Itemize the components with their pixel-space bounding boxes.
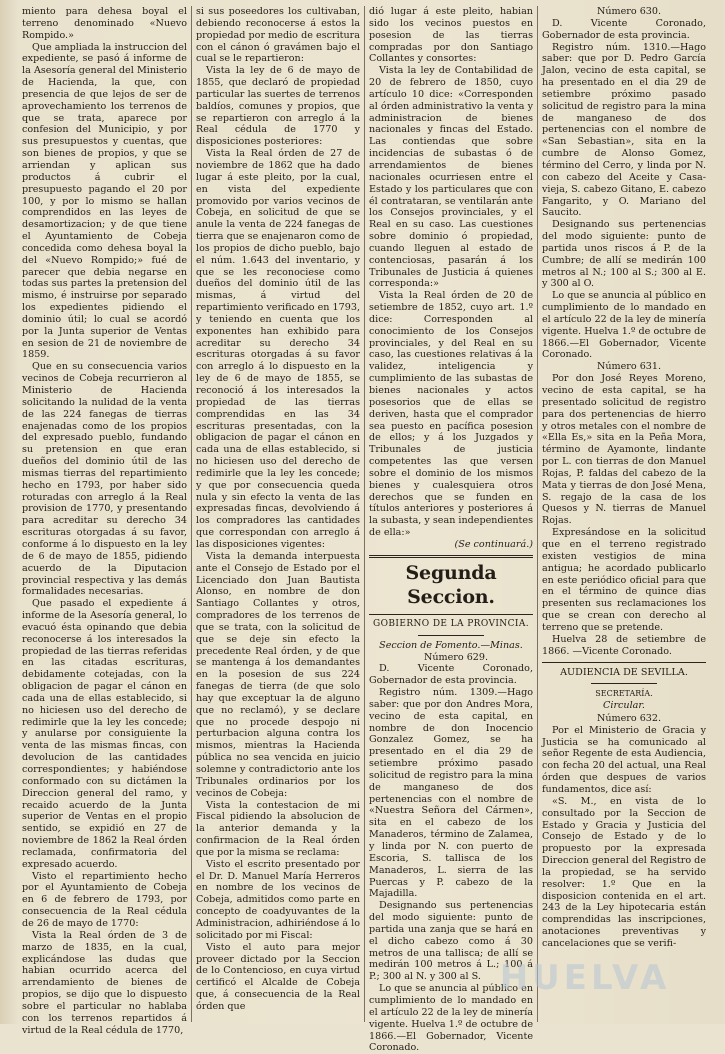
paragraph: Vista la Real órden de 20 de setiembre de 1852, cuyo art. 1.º dice: Corresponden al conocimiento de los Consejos provinciales, y del Real en su caso, las cuestiones relativas á la validez, inteligencia y cumplimiento de las subastas de bienes nacionales y actos posesorios que de ellas se deriven, hasta que el comprador sea puesto en pacífica posesion de ellos; y á los Juzgados y Tribunales de justicia competentes las que versen sobre el dominio de los mismos bienes y cualesquiera otros derechos que se funden en títulos anteriores y posteriores á la subasta, y sean independientes de ella:»: [369, 290, 534, 539]
short-rule: [418, 635, 484, 636]
paragraph: miento para dehesa boyal el terreno denominado «Nuevo Rompido.»: [22, 6, 187, 41]
paragraph: Por don José Reyes Moreno, vecino de esta capital, se ha presentado solicitud de registro para dos pertenencias de hierro y otros metales con el nombre de «Ella Es,» sita en la Peña Mora, término de Ayamonte, lindante por L. con tierras de don Manuel Rojas, P. faldas del cabezo de la Mata y tierras de don José Mena, S. regajo de la casa de los Quesos y N. tierras de Manuel Rojas.: [542, 373, 706, 527]
paragraph: Expresándose en la solicitud que en el terreno registrado existen vestigios de mina antigua; he acordado publicarlo en este periódico oficial para que en el término de quince dias presenten sus reclamaciones los que se crean con derecho al terreno que se pretende.: [542, 527, 706, 633]
rule: [542, 662, 706, 663]
paragraph: dió lugar á este pleito, habian sido los vecinos puestos en posesion de las tierras compradas por don Santiago Collantes y consortes:: [369, 6, 533, 65]
circular-label: Circular.: [603, 700, 645, 712]
notice-number: Número 632.: [596, 712, 662, 724]
paragraph: Vista la Real órden de 3 de marzo de 1835, en la cual, explicándose las dudas que habian ocurrido acerca del arrendamiento de bienes de propios, se dijo que lo dispuesto sobre el particular no hablaba con los terrenos repartidos á virtud de la Real cédula de 1770,: [22, 929, 187, 1036]
notice-number: Número 629.: [423, 651, 489, 663]
paragraph: Que en su consecuencia varios vecinos de Cobeja recurrieron al Ministerio de Hacienda solicitando la nulidad de la venta de las 224 fanegas de tierras enajenadas como de los propios del expresado pueblo, fundando su pretension en que eran dueños del dominio útil de las mismas tierras del repartimiento hecho en 1793, por haber sido roturadas con arreglo á la Real provision de 1770, y presentando para acreditar su derecho 34 escrituras otorgadas á su favor, conforme á lo dispuesto en la ley de 6 de mayo de 1855, pidiendo acuerdo de la Diputacion provincial respectiva y las demás formalidades necesarias.: [22, 361, 187, 598]
paragraph: Que pasado el expediente á informe de la Asesoría general, lo evacuó ésta opinando que debia reconocerse á los interesados la propiedad de las tierras referidas en las citadas escrituras, debidamente cotejadas, con la obligacion de pagar el cánon en cada una de ellas establecido, si no hiciesen uso del derecho de redimirle que la ley les concede; y anularse por consiguiente la venta de las mismas fincas, con devolucion de las cantidades correspondientes; y habiéndose conformado con su dictámen la Direccion general del ramo, y recaido acuerdo de la Junta superior de Ventas en el propio sentido, se expidió en 27 de noviembre de 1862 la Real órden reclamada, confirmatoria del expresado acuerdo.: [22, 598, 187, 870]
section-title: Segunda Seccion.: [405, 561, 497, 608]
paragraph: Registro núm. 1309.—Hago saber: que por don Andres Mora, vecino de esta capital, en nombre de don Inocencio Gonzalez Gomez, se ha presentado en el dia 29 de setiembre próximo pasado solicitud de registro para la mina de manganeso de dos pertenencias con el nombre de «Nuestra Señora del Cármen», sita en el cabezo de los Manaderos, término de Zalamea, y linda por N. con puerto de Escoria, S. tallisca de los Manaderos, L. sierra de las Puercas y P. cabezo de la Majadilla.: [369, 687, 533, 900]
paragraph: Visto el auto para mejor proveer dictado por la Seccion de lo Contencioso, en cuya virtud certificó el Alcalde de Cobeja que, á consecuencia de la Real órden que: [196, 941, 360, 1012]
notice-number: Número 631.: [596, 361, 662, 373]
paragraph: D. Vicente Coronado, Gobernador de esta provincia.: [369, 663, 533, 687]
paragraph: «S. M., en vista de lo consultado por la Seccion de Estado y Gracia y Justicia del Consejo de Estado y de lo propuesto por la expresada Direccion general del Registro de la propiedad, se ha servido resolver: 1.º Que en la disposicion contenida en el art. 243 de la Ley hipotecaria están comprendidas las inscripciones, anotaciones preventivas y cancelaciones que se verifi-: [542, 795, 706, 949]
paragraph: Vista la demanda interpuesta ante el Consejo de Estado por el Licenciado don Juan Bautista Alonso, en nombre de don Santiago Collantes y otros, compradores de los terrenos de que se trata, con la solicitud de que se deje sin efecto la precedente Real órden, y de que se mantenga á los demandantes en la posesion de sus 224 fanegas de tierra (de que solo hay que exceptuar la de alguno que no reclamó), y se declare que no procede despojo ni perturbacion alguna contra los mismos, mientras la Hacienda pública no sea vencida en juicio solemne y contradictorio ante los Tribunales ordinarios por los vecinos de Cobeja:: [196, 550, 360, 799]
column-4: [537, 6, 710, 1022]
paragraph: Huelva 28 de setiembre de 1866. —Vicente Coronado.: [542, 633, 706, 657]
paragraph: Visto el repartimiento hecho por el Ayuntamiento de Cobeja en 6 de febrero de 1793, por consecuencia de la Real cédula de 26 de mayo de 1770:: [22, 870, 187, 929]
paragraph: D. Vicente Coronado, Gobernador de esta provincia.: [542, 17, 706, 41]
column-2: [191, 6, 364, 1022]
paragraph: Designando sus pertenencias del modo siguiente: punto de partida una zanja que se hará en el dicho cabezo como á 30 metros de una tallisca; de allí se medirán 100 metros á L.; 100 á P.; 300 al N. y 300 al S.: [369, 900, 533, 983]
library-watermark: HUELVA: [499, 958, 671, 998]
paragraph: Lo que se anuncia al público en cumplimiento de lo mandado en el artículo 22 de la ley de minería vigente. Huelva 1.º de octubre de 1866.—El Gobernador, Vicente Coronado.: [369, 983, 533, 1054]
paragraph: Vista la ley de Contabilidad de 20 de febrero de 1850, cuyo artículo 10 dice: «Corresponden al órden administrativo la venta y administracion de bienes nacionales y fincas del Estado. Las contiendas que sobre incidencias de subastas ó de arrendamientos de bienes nacionales ocurriesen entre el Estado y los particulares que con él contrataran, se ventilarán ante los Consejos provinciales, y el Real en su caso. Las cuestiones sobre dominio ó propiedad, cuando lleguen al estado de contenciosas, pasarán á los Tribunales de Justicia á quienes corresponda:»: [369, 65, 533, 290]
court-header: AUDIENCIA DE SEVILLA.: [560, 667, 688, 679]
paragraph: Vista la ley de 6 de mayo de 1855, que declaró de propiedad particular las suertes de terrenos baldíos, comunes y propios, que se repartieron con arreglo á la Real cédula de 1770 y disposiciones posteriores:: [196, 65, 360, 148]
short-rule: [591, 683, 657, 684]
paragraph: Vista la Real órden de 27 de noviembre de 1862 que ha dado lugar á este pleito, por la cual, en vista del expediente promovido por varios vecinos de Cobeja, en solicitud de que se anule la venta de 224 fanegas de tierra que se enajenaron como de los propios de dicho pueblo, bajo el núm. 1.643 del inventario, y que se les reconociese como dueños del dominio útil de las mismas, á virtud del repartimiento verificado en 1793, y teniendo en cuenta que los exponentes han exhibido para acreditar su derecho 34 escrituras otorgadas á su favor con arreglo á lo dispuesto en la ley de 6 de mayo de 1855, se reconoció á los interesados la propiedad de las tierras comprendidas en las 34 escrituras presentadas, con la obligacion de pagar el cánon en cada una de ellas establecido, si no hiciesen uso del derecho de redimirle que la ley les concede; y que por consecuencia queda nula y sin efecto la venta de las expresadas fincas, devolviendo á los compradores las cantidades que correspondan con arreglo á las disposiciones vigentes:: [196, 148, 360, 550]
paragraph: Lo que se anuncia al público en cumplimiento de lo mandado en el artículo 22 de la ley de minería vigente. Huelva 1.º de octubre de 1866.—El Gobernador, Vicente Coronado.: [542, 290, 706, 361]
columns: [18, 6, 715, 1054]
double-rule: [369, 555, 533, 558]
paragraph: si sus poseedores los cultivaban, debiendo reconocerse á estos la propiedad por medio de escritura con el cánon ó gravámen bajo el cual se le repartieron:: [196, 6, 360, 65]
paragraph: Que ampliada la instruccion del expediente, se pasó á informe de la Asesoría general del Ministerio de Hacienda, la que, con presencia de que lejos de ser de aprovechamiento los terrenos de que se trata, aparece por confesion del Municipio, y por sus presupuestos y cuentas, que son bienes de propios, y que se arriendan y aplican sus productos á cubrir el presupuesto pagando el 20 por 100, y por lo mismo se hallan comprendidos en las leyes de desamortizacion; y de que tiene el Ayuntamiento de Cobeja concedida como dehesa boyal la del «Nuevo Rompido;» fué de parecer que debia negarse en todas sus partes la pretension del mismo, é instruirse por separado los expedientes pidiendo el dominio útil; lo cual se acordó por la Junta superior de Ventas en sesion de 21 de noviembre de 1859.: [22, 41, 187, 361]
paragraph: Vista la contestacion de mi Fiscal pidiendo la absolucion de la anterior demanda y la confirmacion de la Real órden que por la misma se reclama:: [196, 799, 360, 858]
paragraph: Designando sus pertenencias del modo siguiente: punto de partida unos riscos á P. de la Cumbre; de allí se medirán 100 metros al N.; 100 al S.; 300 al E. y 300 al O.: [542, 219, 706, 290]
notice-number: Número 630.: [596, 6, 662, 17]
paragraph: Visto el escrito presentado por el Dr. D. Manuel María Herreros en nombre de los vecinos de Cobeja, admitidos como parte en concepto de coadyuvantes de la Administracion, adhiriéndose á lo solicitado por mi Fiscal:: [196, 858, 360, 941]
secretaria-label: SECRETARÍA.: [595, 689, 653, 699]
paragraph: Registro núm. 1310.—Hago saber: que por D. Pedro García Jalon, vecino de esta capital, se ha presentado en el dia 29 de setiembre próximo pasado solicitud de registro para la mina de manganeso de dos pertenencias con el nombre de «San Sebastian», sita en la cumbre de Alonso Gomez, término del Cerro, y linda por N. con cabezo del Aceite y Casa-vieja, S. cabezo Gitano, E. cabezo Fangarito, y O. Mariano del Saucito.: [542, 41, 706, 219]
subsection-title: Seccion de Fomento.—Minas.: [379, 639, 523, 651]
paragraph: Por el Ministerio de Gracia y Justicia se ha comunicado al señor Regente de esta Audiencia, con fecha 20 del actual, una Real órden que despues de varios fundamentos, dice así:: [542, 724, 706, 795]
rule: [369, 614, 533, 615]
government-header: GOBIERNO DE LA PROVINCIA.: [373, 618, 529, 629]
column-3: [364, 6, 537, 1054]
continued-note: (Se continuará.): [454, 538, 533, 550]
column-1: [18, 6, 191, 1036]
